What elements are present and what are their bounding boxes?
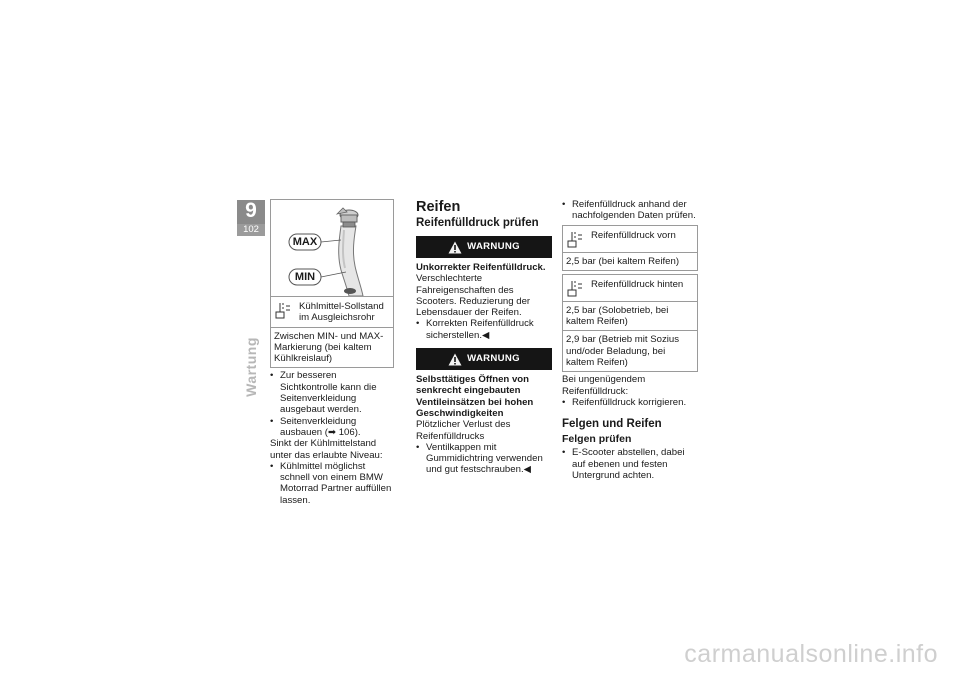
list-item: • E-Scooter abstellen, dabei auf ebenen und festen Untergrund achten. [562,447,698,481]
warning-triangle-icon [448,241,462,254]
coolant-spec-value: Zwischen MIN- und MAX-Markierung (bei kaltem Kühlkreislauf) [271,327,393,368]
front-tire-pressure-table [562,225,698,271]
coolant-spec-header [271,297,393,327]
low-pressure-text: Bei ungenügendem Reifenfülldruck: [562,374,646,397]
section-title-rims-tires: Felgen und Reifen [562,418,662,431]
subsection-title-tire-pressure: Reifenfülldruck prüfen [416,217,539,229]
chapter-tab [237,200,265,236]
watermark: carmanualsonline.info [684,640,938,668]
front-pressure-value: 2,5 bar (bei kaltem Reifen) [563,252,697,270]
warning-text: Plötzlicher Verlust des Reifenfülldrucks [416,419,511,442]
specification-icon [566,231,584,249]
coolant-spec-title: Kühlmittel-Sollstand im Ausgleichsrohr [299,301,384,324]
rear-tire-pressure-table [562,274,698,372]
coolant-reservoir-figure [270,199,394,297]
column-coolant [270,199,394,506]
warning-triangle-icon [448,353,462,366]
specification-icon [274,302,292,320]
subsection-title-check-rims: Felgen prüfen [562,433,632,446]
warning-banner [416,236,552,258]
column-tire-data [562,199,698,481]
front-pressure-header [563,226,697,252]
rear-pressure-header [563,275,697,301]
min-label: MIN [294,271,316,283]
warning-label: WARNUNG [467,241,520,253]
chapter-title: Wartung [243,337,259,397]
rear-pressure-title: Reifenfülldruck hinten [591,278,684,290]
list-item: • Reifenfülldruck anhand der nachfolgenden Daten prüfen. [562,199,698,222]
column-tires [416,199,552,476]
coolant-condition-text: Sinkt der Kühlmittelstand unter das erlaubte Niveau: [270,438,383,461]
warning-text: Verschlechterte Fahreigenschaften des Scooters. Reduzierung der Lebensdauer der Reifen. [416,273,531,319]
warning-title: Unkorrekter Reifenfülldruck. [416,262,546,273]
list-item: • Korrekten Reifenfülldruck sicherstellen.◀ [416,318,552,341]
list-item: • Zur besseren Sichtkontrolle kann die Seitenverkleidung ausgebaut werden. [270,370,394,415]
list-item: • Seitenverkleidung ausbauen (➡ 106). [270,416,394,439]
section-title-tires: Reifen [416,199,461,215]
warning-label: WARNUNG [467,353,520,365]
list-item: • Ventilkappen mit Gummidichtring verwenden und gut festschrauben.◀ [416,442,552,476]
front-pressure-title: Reifenfülldruck vorn [591,229,676,241]
rear-pressure-value-loaded: 2,9 bar (Betrieb mit Sozius und/oder Beladung, bei kaltem Reifen) [563,330,697,371]
max-label: MAX [292,236,318,248]
page-number: 102 [237,224,265,236]
list-item: • Kühlmittel möglichst schnell von einem BMW Motorrad Partner auffüllen lassen. [270,461,394,506]
specification-icon [566,280,584,298]
warning-banner [416,348,552,370]
chapter-side-label [238,327,264,407]
chapter-number: 9 [245,199,257,222]
coolant-spec-table [270,297,394,368]
rear-pressure-value-solo: 2,5 bar (Solobetrieb, bei kaltem Reifen) [563,301,697,331]
list-item: • Reifenfülldruck korrigieren. [562,397,698,408]
warning-title: Selbsttätiges Öffnen von senkrecht eingebauten Ventileinsätzen bei hohen Geschwindigkeiten [416,374,534,419]
